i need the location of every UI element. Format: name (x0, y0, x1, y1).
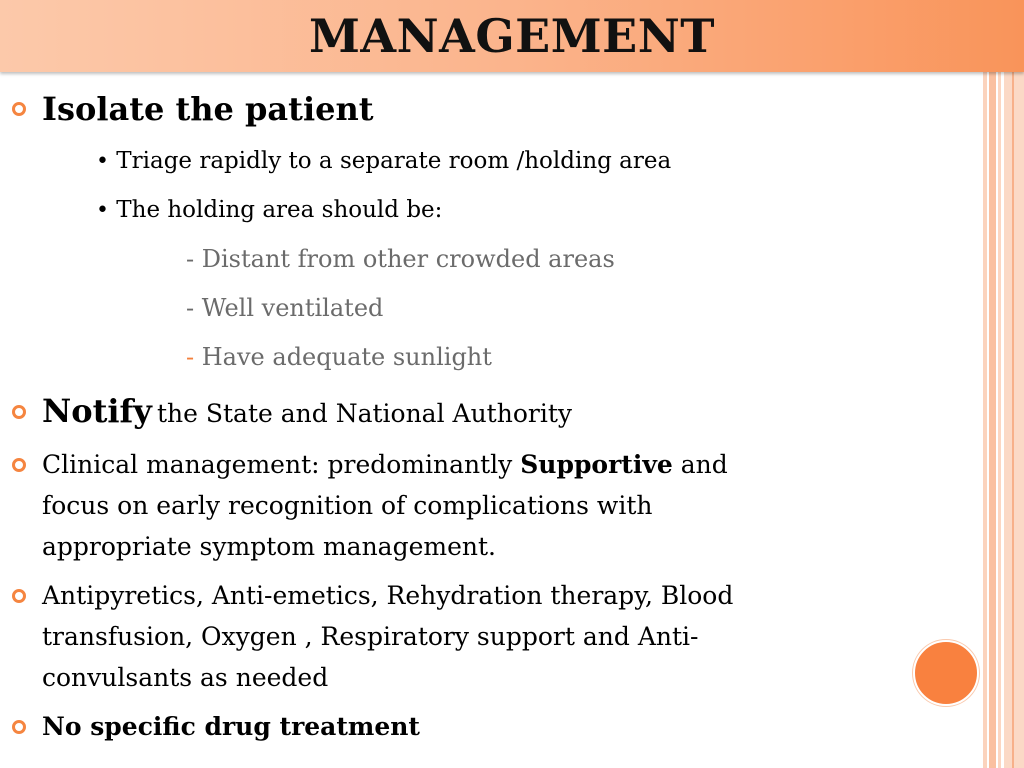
dash-marker: - (186, 294, 195, 322)
sunlight-text: Have adequate sunlight (201, 343, 492, 371)
clinical-text-and: and (680, 450, 728, 479)
decorative-stripe (989, 72, 996, 768)
no-drug-text: No specific drug treatment (42, 712, 420, 741)
anti-line-2: transfusion, Oxygen , Respiratory support and Anti- (42, 622, 699, 651)
clinical-text-pre: Clinical management: predominantly (42, 450, 513, 479)
ventilated-text: Well ventilated (201, 294, 384, 322)
decorative-circle (913, 640, 979, 706)
dot-bullet-icon: • (96, 198, 109, 223)
anti-line-3: convulsants as needed (42, 663, 329, 692)
bullet-isolate (42, 88, 922, 130)
anti-line-1: Antipyretics, Anti-emetics, Rehydration therapy, Blood (42, 581, 734, 610)
dash-marker: - (186, 245, 195, 273)
subsub-distant (186, 244, 615, 274)
ring-bullet-icon (12, 720, 26, 734)
bullet-clinical (42, 444, 922, 567)
triage-text: Triage rapidly to a separate room /holding area (116, 148, 672, 174)
subsub-ventilated (186, 293, 383, 323)
decorative-stripe (998, 72, 1001, 768)
decorative-stripe (1012, 72, 1014, 768)
clinical-line-1 (42, 444, 922, 485)
bullet-antipyretics (42, 575, 922, 698)
distant-text: Distant from other crowded areas (201, 245, 615, 273)
dash-marker: - (186, 343, 195, 371)
decorative-stripe (1004, 72, 1024, 768)
title-bar (0, 0, 1024, 72)
sub-bullet-holding (96, 195, 442, 226)
clinical-supportive: Supportive (520, 450, 673, 479)
subsub-sunlight (186, 342, 492, 372)
isolate-heading: Isolate the patient (42, 90, 374, 128)
page-title: MANAGEMENT (309, 9, 715, 63)
sub-bullet-triage (96, 146, 671, 177)
holding-text: The holding area should be: (116, 197, 443, 223)
notify-bold: Notify (42, 392, 152, 430)
ring-bullet-icon (12, 589, 26, 603)
bullet-notify (42, 389, 922, 434)
decorative-stripe (983, 72, 987, 768)
ring-bullet-icon (12, 102, 26, 116)
notify-text: the State and National Authority (156, 399, 572, 428)
bullet-no-drug (42, 706, 922, 747)
dot-bullet-icon: • (96, 149, 109, 174)
clinical-line-3: appropriate symptom management. (42, 532, 496, 561)
ring-bullet-icon (12, 405, 26, 419)
clinical-line-2: focus on early recognition of complications with (42, 491, 653, 520)
ring-bullet-icon (12, 458, 26, 472)
